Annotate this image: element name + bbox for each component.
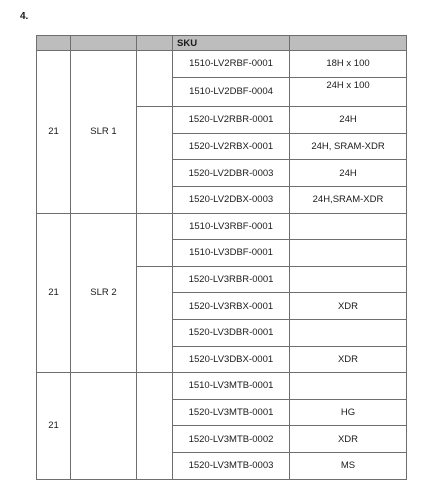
empty-subgroup-cell bbox=[137, 266, 173, 372]
sku-cell: 1520-LV3RBX-0001 bbox=[173, 293, 290, 320]
value-cell: XDR bbox=[290, 426, 407, 453]
empty-subgroup-cell bbox=[137, 51, 173, 107]
header-cell-5 bbox=[290, 36, 407, 51]
group-number: 21 bbox=[37, 373, 71, 479]
value-cell: 24H bbox=[290, 107, 407, 134]
page-number: 4. bbox=[20, 11, 29, 22]
sku-cell: 1510-LV3MTB-0001 bbox=[173, 373, 290, 400]
value-cell: MS bbox=[290, 452, 407, 479]
sku-cell: 1520-LV2RBR-0001 bbox=[173, 107, 290, 134]
sku-cell: 1520-LV2DBR-0003 bbox=[173, 160, 290, 187]
table-row bbox=[37, 51, 407, 78]
header-cell-1 bbox=[37, 36, 71, 51]
header-cell-sku: SKU bbox=[173, 36, 290, 51]
header-cell-3 bbox=[137, 36, 173, 51]
table-header-row bbox=[37, 36, 407, 51]
sku-cell: 1520-LV2RBX-0001 bbox=[173, 133, 290, 160]
sku-cell: 1520-LV3MTB-0001 bbox=[173, 399, 290, 426]
sku-cell: 1510-LV3RBF-0001 bbox=[173, 213, 290, 240]
value-cell: 24H,SRAM-XDR bbox=[290, 186, 407, 213]
header-cell-2 bbox=[71, 36, 137, 51]
value-cell bbox=[290, 266, 407, 293]
sku-cell: 1520-LV3RBR-0001 bbox=[173, 266, 290, 293]
group-number: 21 bbox=[37, 213, 71, 373]
sku-cell: 1520-LV3MTB-0003 bbox=[173, 452, 290, 479]
empty-subgroup-cell bbox=[137, 373, 173, 479]
value-cell bbox=[290, 319, 407, 346]
sku-cell: 1510-LV3DBF-0001 bbox=[173, 240, 290, 267]
value-cell: XDR bbox=[290, 293, 407, 320]
sku-cell: 1510-LV2RBF-0001 bbox=[173, 51, 290, 78]
value-cell: 18H x 100 bbox=[290, 51, 407, 78]
sku-cell: 1520-LV2DBX-0003 bbox=[173, 186, 290, 213]
value-cell: XDR bbox=[290, 346, 407, 373]
value-cell: 24H, SRAM-XDR bbox=[290, 133, 407, 160]
group-number: 21 bbox=[37, 51, 71, 214]
group-slr bbox=[71, 373, 137, 479]
sku-cell: 1520-LV3DBR-0001 bbox=[173, 319, 290, 346]
table-row bbox=[37, 213, 407, 240]
sku-table bbox=[36, 35, 407, 480]
empty-subgroup-cell bbox=[137, 213, 173, 266]
empty-subgroup-cell bbox=[137, 107, 173, 213]
value-cell bbox=[290, 213, 407, 240]
group-slr: SLR 2 bbox=[71, 213, 137, 373]
value-cell: 24H x 100 bbox=[290, 77, 407, 107]
table-row bbox=[37, 373, 407, 400]
group-slr: SLR 1 bbox=[71, 51, 137, 214]
value-cell: HG bbox=[290, 399, 407, 426]
sku-cell: 1520-LV3MTB-0002 bbox=[173, 426, 290, 453]
value-cell bbox=[290, 373, 407, 400]
sku-cell: 1520-LV3DBX-0001 bbox=[173, 346, 290, 373]
value-cell: 24H bbox=[290, 160, 407, 187]
value-cell bbox=[290, 240, 407, 267]
sku-cell: 1510-LV2DBF-0004 bbox=[173, 77, 290, 107]
